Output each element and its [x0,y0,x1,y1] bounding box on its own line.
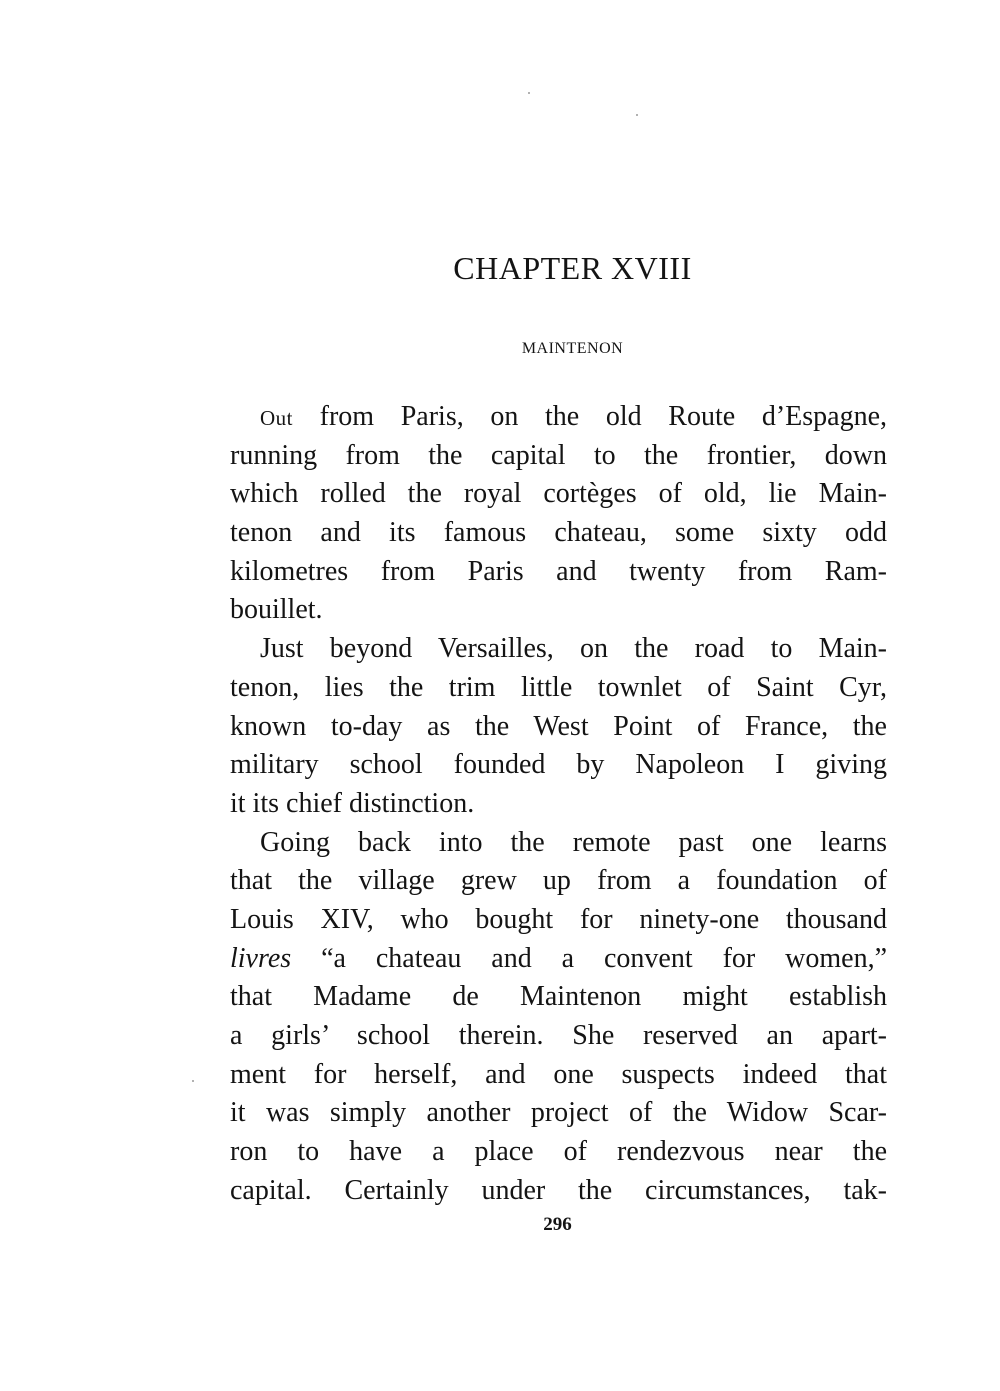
scan-speck [192,1080,194,1082]
text-line: running from the capital to the frontier, down [230,439,887,471]
text-line: that Madame de Maintenon might establish [230,981,887,1013]
text-line: that the village grew up from a foundation of [230,865,887,897]
line-text: “a chateau and a convent for women,” [291,942,887,974]
text-line: it its chief distinction. [230,787,475,819]
text-line: tenon, lies the trim little townlet of Saint Cyr, [230,671,887,703]
scan-speck [528,92,530,94]
chapter-subtitle: MAINTENON [521,340,624,357]
text-line: capital. Certainly under the circumstances, tak- [230,1174,887,1206]
text-line: ment for herself, and one suspects indeed that [230,1058,887,1090]
text-line: which rolled the royal cortèges of old, lie Main- [230,478,887,510]
text-line [230,940,887,979]
text-line: it was simply another project of the Widow Scar- [230,1097,887,1129]
body-text [230,398,887,1210]
italic-word: livres [230,942,292,974]
scan-speck [636,114,638,116]
text-line: tenon and its famous chateau, some sixty odd [230,517,887,549]
line-text: from Paris, on the old Route d’Espagne, [293,401,887,432]
text-line: bouillet. [230,594,323,626]
opening-small-caps: Out [260,406,293,430]
page-number: 296 [543,1214,572,1235]
chapter-title: CHAPTER XVIII [453,250,692,286]
text-line: Louis XIV, who bought for ninety-one thousand [230,903,887,935]
text-line [230,398,887,437]
text-line: Just beyond Versailles, on the road to Main- [260,633,887,665]
text-line: Going back into the remote past one learns [260,826,887,858]
text-line: a girls’ school therein. She reserved an apart- [230,1020,887,1051]
text-line: kilometres from Paris and twenty from Ram- [230,555,887,587]
text-line: known to-day as the West Point of France, the [230,710,887,742]
text-line: military school founded by Napoleon I giving [230,749,887,781]
text-line: ron to have a place of rendezvous near the [230,1136,887,1168]
